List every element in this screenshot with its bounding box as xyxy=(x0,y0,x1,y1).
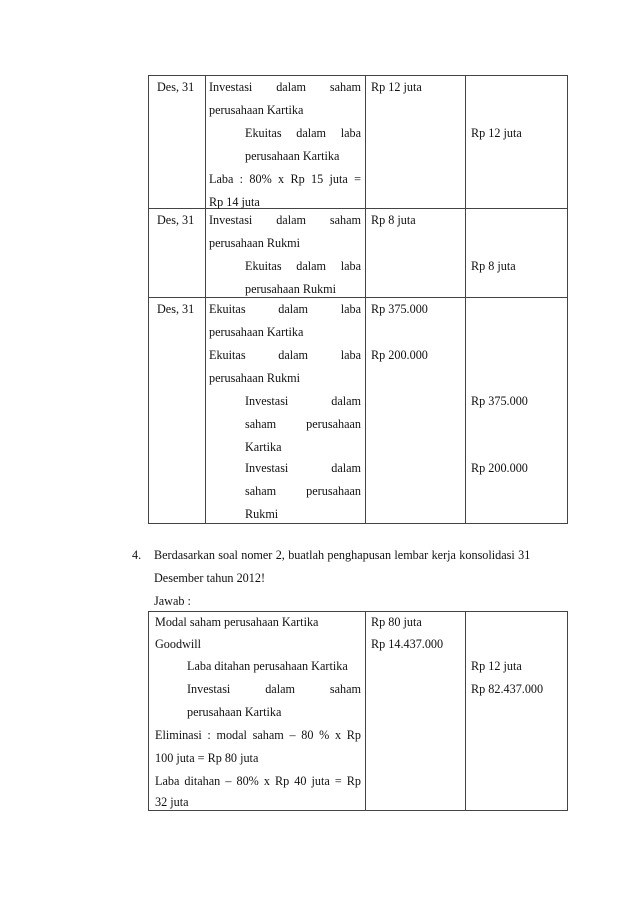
account-line: Rukmi xyxy=(245,507,279,521)
row-divider xyxy=(149,297,567,298)
entry-date: Des, 31 xyxy=(157,80,195,94)
account-line: Laba ditahan perusahaan Kartika xyxy=(187,659,348,673)
credit-amount: Rp 8 juta xyxy=(471,259,516,273)
note-line: Laba : 80% x Rp 15 juta = xyxy=(209,172,361,186)
account-line: perusahaan Rukmi xyxy=(209,236,301,250)
account-line: perusahaan Rukmi xyxy=(209,371,301,385)
debit-amount: Rp 200.000 xyxy=(371,348,428,362)
credit-amount: Rp 12 juta xyxy=(471,659,522,673)
column-divider xyxy=(365,76,366,523)
column-divider xyxy=(465,612,466,810)
credit-amount: Rp 12 juta xyxy=(471,126,522,140)
credit-amount: Rp 375.000 xyxy=(471,394,528,408)
debit-amount: Rp 80 juta xyxy=(371,615,422,629)
column-divider xyxy=(205,76,206,523)
journal-table-1 xyxy=(148,75,568,524)
account-line: perusahaan Rukmi xyxy=(245,282,337,296)
account-line: Modal saham perusahaan Kartika xyxy=(155,615,319,629)
account-line: saham perusahaan xyxy=(245,417,361,431)
entry-date: Des, 31 xyxy=(157,213,195,227)
account-line: Kartika xyxy=(245,440,282,454)
question-text-line: Desember tahun 2012! xyxy=(154,571,266,585)
note-line: 100 juta = Rp 80 juta xyxy=(155,751,259,765)
credit-amount: Rp 200.000 xyxy=(471,461,528,475)
account-line: Ekuitas dalam laba xyxy=(245,259,361,273)
note-line: Laba ditahan – 80% x Rp 40 juta = Rp xyxy=(155,774,361,788)
account-line: Ekuitas dalam laba xyxy=(245,126,361,140)
entry-date: Des, 31 xyxy=(157,302,195,316)
account-line: perusahaan Kartika xyxy=(209,103,304,117)
debit-amount: Rp 8 juta xyxy=(371,213,416,227)
account-line: Investasi dalam saham xyxy=(209,213,361,227)
account-line: Goodwill xyxy=(155,637,202,651)
column-divider xyxy=(365,612,366,810)
debit-amount: Rp 12 juta xyxy=(371,80,422,94)
note-line: Eliminasi : modal saham – 80 % x Rp xyxy=(155,728,361,742)
answer-label: Jawab : xyxy=(154,594,191,608)
account-line: perusahaan Kartika xyxy=(209,325,304,339)
account-line: perusahaan Kartika xyxy=(245,149,340,163)
note-line: 32 juta xyxy=(155,795,189,809)
question-number: 4. xyxy=(132,548,142,562)
credit-amount: Rp 82.437.000 xyxy=(471,682,544,696)
note-line: Rp 14 juta xyxy=(209,195,260,209)
journal-table-2 xyxy=(148,611,568,811)
column-divider xyxy=(465,76,466,523)
account-line: saham perusahaan xyxy=(245,484,361,498)
debit-amount: Rp 14.437.000 xyxy=(371,637,444,651)
account-line: Ekuitas dalam laba xyxy=(209,348,361,362)
account-line: Investasi dalam saham xyxy=(187,682,361,696)
account-line: perusahaan Kartika xyxy=(187,705,282,719)
question-text-line: Berdasarkan soal nomer 2, buatlah penghapusan lembar kerja konsolidasi 31 xyxy=(154,548,531,562)
account-line: Ekuitas dalam laba xyxy=(209,302,361,316)
debit-amount: Rp 375.000 xyxy=(371,302,428,316)
account-line: Investasi dalam saham xyxy=(209,80,361,94)
account-line: Investasi dalam xyxy=(245,394,361,408)
account-line: Investasi dalam xyxy=(245,461,361,475)
